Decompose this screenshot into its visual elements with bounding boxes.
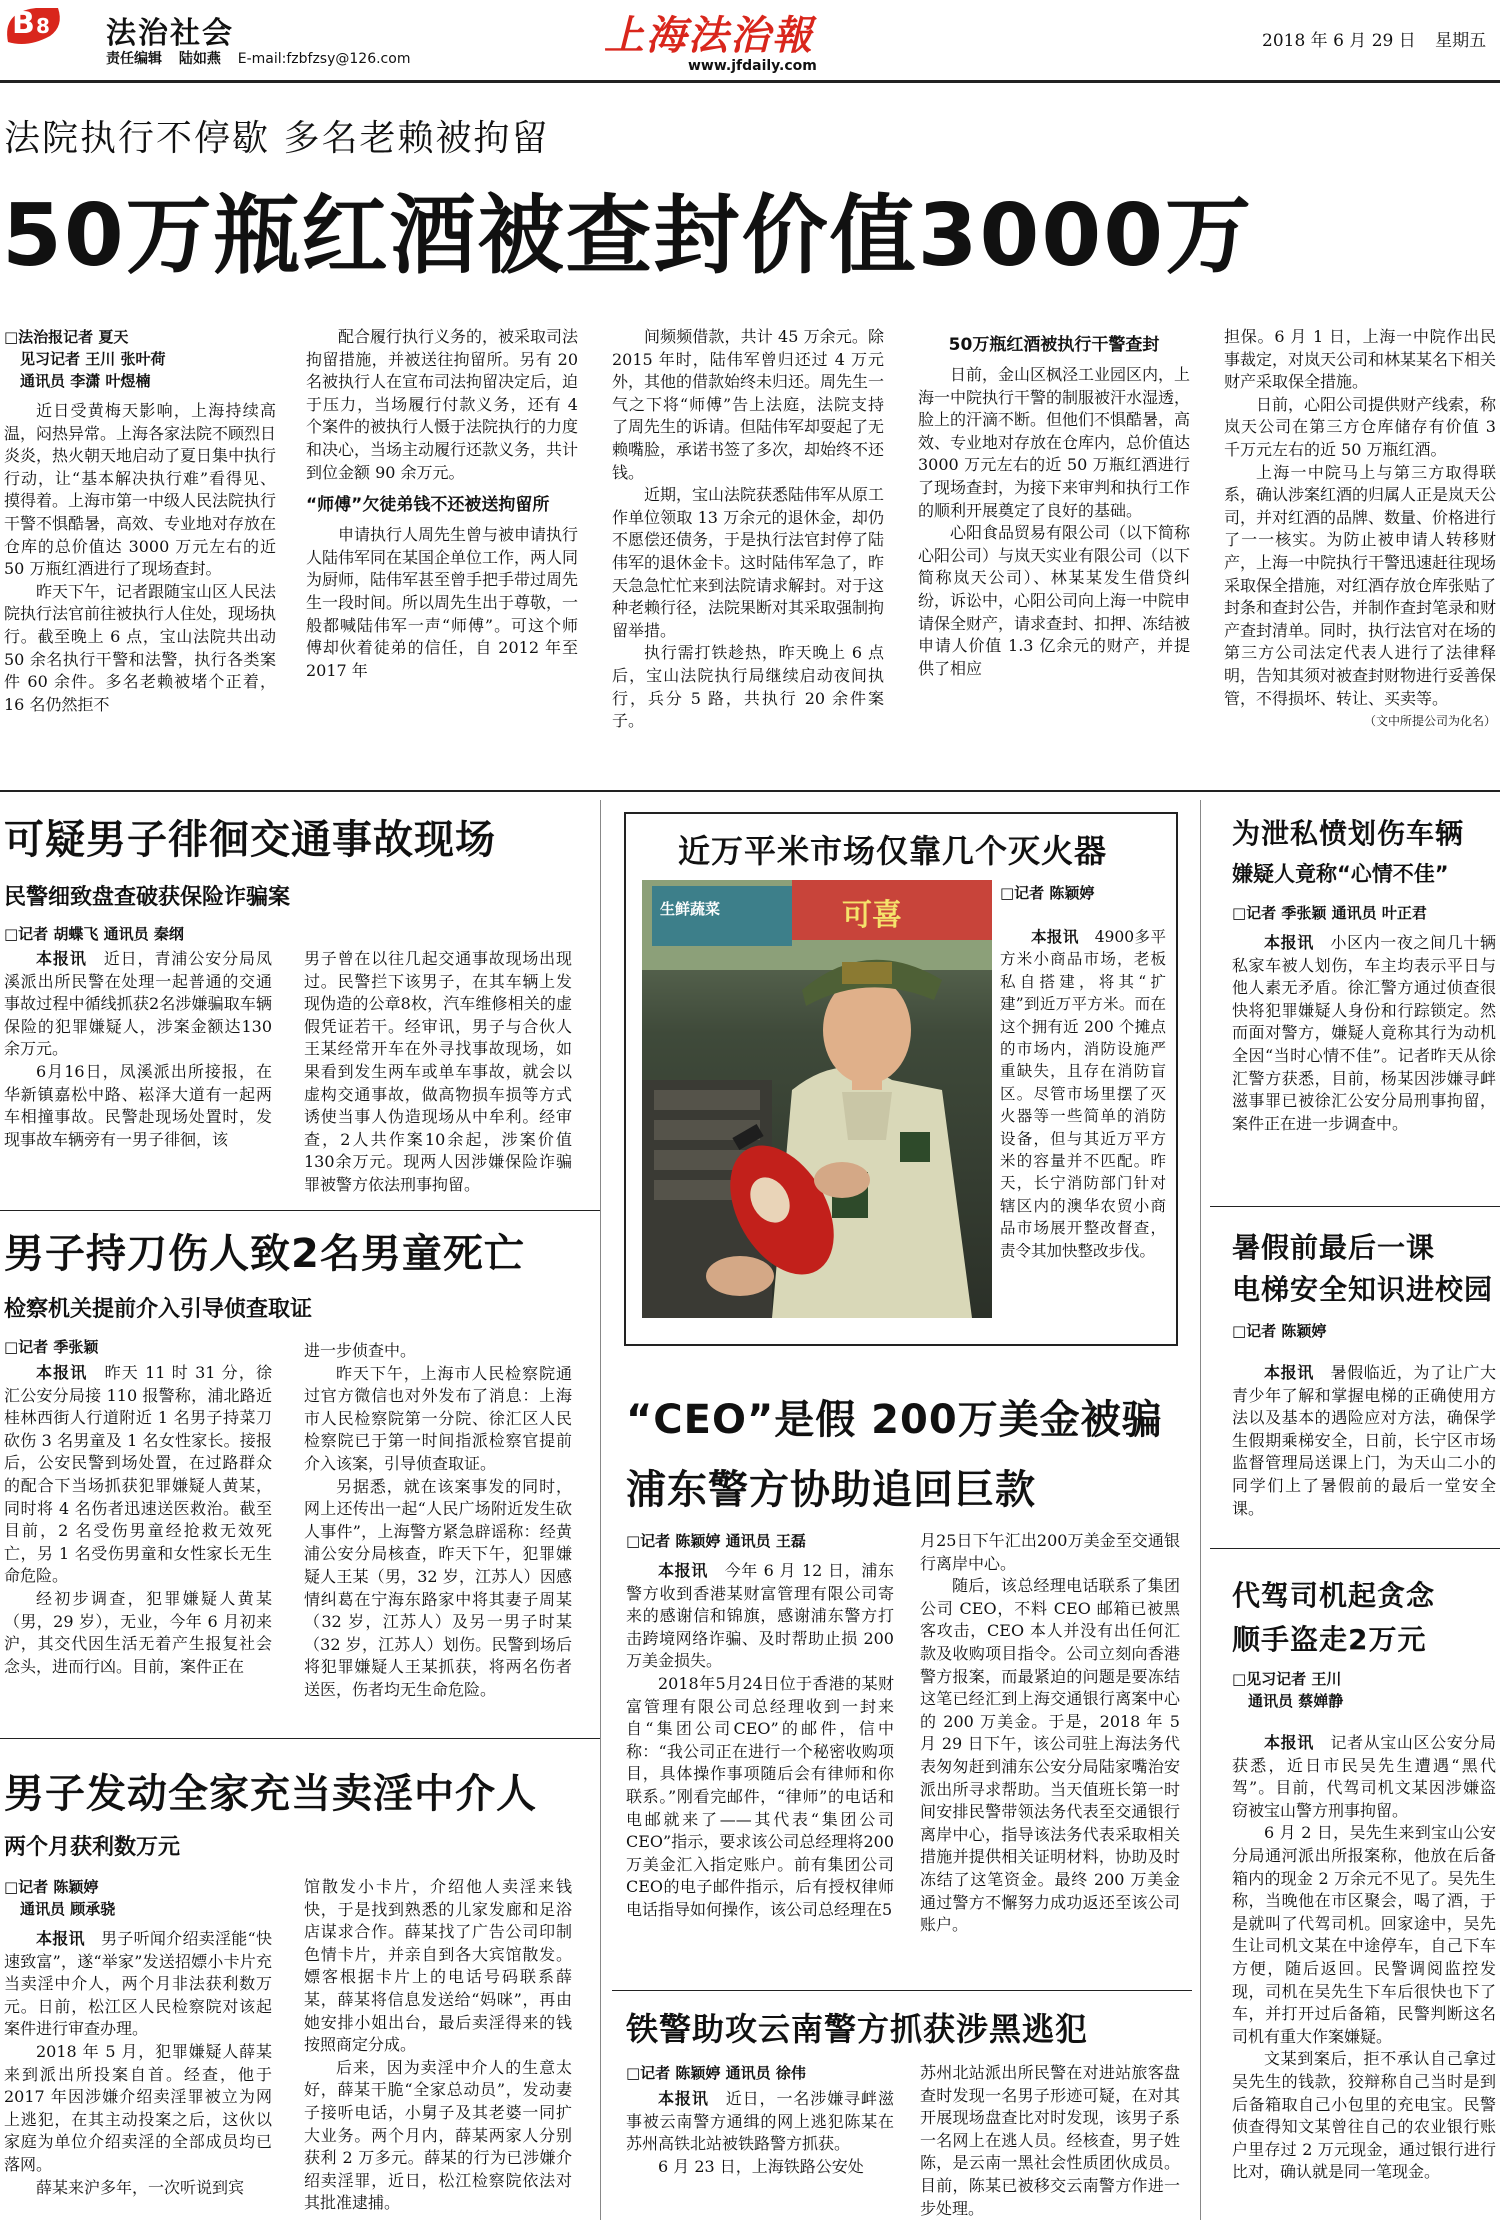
lead-byline-1: □法治报记者 夏天 xyxy=(4,328,129,346)
driver-para-3: 文某到案后，拒不承认自己拿过吴先生的钱款，狡辩称自己当时是到后备箱取自己小包里的充电宝。民警侦查得知文某曾往自己的农业银行账户里存过 2 万元现金，通过银行进行比对，确认就是同一笔现金。 xyxy=(1232,2049,1496,2182)
elevator-lead: 本报讯 xyxy=(1264,1363,1314,1382)
ceo-para-1 xyxy=(626,1560,894,1673)
pimp-headline: 男子发动全家充当卖淫中介人 xyxy=(4,1771,537,1817)
fire-headline: 近万平米市场仅靠几个灭火器 xyxy=(678,832,1108,870)
pimp-col-1 xyxy=(4,1928,272,2224)
car-subhead: 嫌疑人竟称“心情不佳” xyxy=(1232,862,1449,886)
railway-para-2: 6 月 23 日，上海铁路公安处 xyxy=(658,2156,864,2176)
issue-date xyxy=(1262,26,1486,51)
insurance-bottom-rule xyxy=(0,1210,600,1211)
lead-para-11: 日前，心阳公司提供财产线索，称岚天公司在第三方仓库储存有价值 3 千万元左右的近 50 万瓶红酒。 xyxy=(1224,394,1497,459)
ceo-bottom-rule xyxy=(612,1990,1192,1991)
lead-para-9: 心阳食品贸易有限公司（以下简称心阳公司）与岚天实业有限公司（以下简称岚天公司）、林某某发生借贷纠纷，诉讼中，心阳公司向上海一中院申请保全财产，请求查封、扣押、冻结被申请人价值 1.3 亿余元的财产，并提供了相应 xyxy=(918,523,1191,678)
stab-col-2 xyxy=(304,1340,572,1750)
driver-para-1-text: 记者从宝山区公安分局获悉，近日市民吴先生遭遇“黑代驾”。目前，代驾司机文某因涉嫌盗窃被宝山警方刑事拘留。 xyxy=(1232,1733,1496,1820)
railway-headline: 铁警助攻云南警方抓获涉黑逃犯 xyxy=(626,2010,1089,2048)
driver-para-1 xyxy=(1232,1732,1496,1822)
railway-byline: □记者 陈颖婷 通讯员 徐伟 xyxy=(626,2064,806,2082)
lead-para-7: 执行需打铁趁热，昨天晚上 6 点后，宝山法院执行局继续启动夜间执行，兵分 5 路，共执行 20 余件案子。 xyxy=(612,643,884,731)
driver-byline-2: 通讯员 蔡婵静 xyxy=(1248,1692,1344,1710)
pimp-para-2: 2018 年 5 月，犯罪嫌疑人薛某来到派出所投案自首。经查，他于 2017 年因涉嫌介绍卖淫罪被立为网上逃犯，在其主动投案之后，这伙以家庭为单位介绍卖淫的全部成员均已落网。 xyxy=(4,2041,272,2174)
fire-byline: □记者 陈颖婷 xyxy=(1000,884,1095,902)
ceo-lead: 本报讯 xyxy=(658,1561,708,1580)
elevator-col xyxy=(1232,1362,1496,1538)
railway-col-2 xyxy=(920,2062,1180,2224)
pimp-para-1-text: 男子听闻介绍卖淫能“快速致富”，遂“举家”发送招嫖小卡片充当卖淫中介人，两个月非法获利数万元。日前，松江区人民检察院对该起案件进行审查办理。 xyxy=(4,1929,272,2039)
car-lead: 本报讯 xyxy=(1264,933,1314,952)
ceo-col-1 xyxy=(626,1560,894,1972)
driver-byline-1: □见习记者 王川 xyxy=(1232,1670,1342,1688)
driver-lead: 本报讯 xyxy=(1264,1733,1314,1752)
stab-para-5: 另据悉，就在该案事发的同时，网上还传出一起“人民广场附近发生砍人事件”，上海警方紧急辟谣称：经黄浦公安分局核查，昨天下午，犯罪嫌疑人王某（男，32 岁，江苏人）因感情纠葛在宁海东路家中将其妻子周某（32 岁，江苏人）及另一男子时某（32 岁，江苏人）划伤。民警到场后将犯罪嫌疑人王某抓获，将两名伤者送医，伤者均无生命危险。 xyxy=(304,1476,572,1699)
driver-col xyxy=(1232,1732,1496,2224)
ceo-col-2 xyxy=(920,1530,1180,1972)
stab-para-1 xyxy=(4,1362,272,1588)
left-column-divider xyxy=(600,800,601,2220)
pimp-col-2 xyxy=(304,1876,572,2224)
pimp-lead: 本报讯 xyxy=(36,1929,85,1948)
ceo-headline-1: “CEO”是假 200万美金被骗 xyxy=(626,1397,1163,1443)
stab-subhead: 检察机关提前介入引导侦查取证 xyxy=(4,1297,313,1322)
stab-para-1-text: 昨天 11 时 31 分，徐汇公安分局接 110 报警称，浦北路近桂林西街人行道附近 1 名男子持菜刀砍伤 3 名男童及 1 名女性家长。接报后，公安民警到场处置，在过路群众的配合下当场抓获犯罪嫌疑人黄某，同时将 4 名伤者迅速送医救治。截至目前，2 名受伤男童经抢救无效死亡，另 1 名受伤男童和女性家长无生命危险。 xyxy=(4,1363,272,1586)
right-column-divider xyxy=(1200,800,1201,2220)
stab-para-4: 昨天下午，上海市人民检察院通过官方微信也对外发布了消息：上海市人民检察院第一分院、徐汇区人民检察院已于第一时间指派检察官提前介入该案，引导侦查取证。 xyxy=(304,1363,572,1473)
ceo-headline-2: 浦东警方协助追回巨款 xyxy=(626,1467,1036,1513)
lead-para-6: 近期，宝山法院获悉陆伟军从原工作单位领取 13 万余元的退休金，却仍不愿偿还债务，于是执行法官封停了陆伟军的退休金卡。这时陆伟军急了，昨天急急忙忙来到法院请求解封。对于这种老赖行径，法院果断对其采取强制拘留举措。 xyxy=(612,485,885,640)
editor-label: 责任编辑 xyxy=(106,51,162,67)
elevator-headline-1: 暑假前最后一课 xyxy=(1232,1231,1436,1264)
railway-col-1 xyxy=(626,2088,894,2224)
stab-para-2: 经初步调查，犯罪嫌疑人黄某（男，29 岁），无业，今年 6 月初来沪，其交代因生活无着产生报复社会念头，进而行凶。目前，案件正在 xyxy=(4,1588,272,1676)
photo-shop-sign-2: 可喜 xyxy=(842,898,902,933)
insurance-subhead: 民警细致盘查破获保险诈骗案 xyxy=(4,885,291,910)
ceo-para-1-text: 今年 6 月 12 日，浦东警方收到香港某财富管理有限公司寄来的感谢信和锦旗，感谢浦东警方打击跨境网络诈骗、及时帮助止损 200 万美金损失。 xyxy=(626,1561,894,1671)
ceo-para-4: 随后，该总经理电话联系了集团公司 CEO，不料 CEO 邮箱已被黑客攻击，CEO 本人并没有出任何汇款及收购项目指令。公司立刻向香港警方报案，而最紧迫的问题是要冻结这笔已经汇到上海交通银行离案中心的 200 万美金。于是，2018 年 5 月 29 日下午，该公司驻上海法务代表匆匆赶到浦东公安分局陆家嘴治安派出所寻求帮助。当天值班长第一时间安排民警带领法务代表至交通银行离岸中心，指导该法务代表采取相关措施并提供相关证明材料，协助及时冻结了这笔资金。最终 200 万美金通过警方不懈努力成功返还至该公司账户。 xyxy=(920,1576,1180,1935)
lead-byline xyxy=(4,326,276,392)
lead-note: （文中所提公司为化名） xyxy=(1363,714,1496,729)
masthead-rule xyxy=(0,80,1500,83)
pimp-para-3: 薛某来沪多年，一次听说到宾 xyxy=(36,2177,245,2197)
driver-para-2: 6 月 2 日，吴先生来到宝山公安分局通河派出所报案称，他放在后备箱内的现金 2 万余元不见了。吴先生称，当晚他在市区聚会，喝了酒，于是就叫了代驾司机。回家途中，吴先生让司机文某在中途停车，自己下车方便，随后返回。民警调阅监控发现，司机在吴先生下车后很快也下了车，并打开过后备箱，民警判断这名司机有重大作案嫌疑。 xyxy=(1232,1823,1496,2046)
lead-subhead-1: “师傅”欠徒弟钱不还被送拘留所 xyxy=(306,495,550,516)
stab-bottom-rule xyxy=(0,1738,600,1739)
pimp-para-4: 馆散发小卡片，介绍他人卖淫来钱快，于是找到熟悉的儿家发廊和足浴店谋求合作。薛某找了广告公司印制色情卡片，并亲自到各大宾馆散发。嫖客根据卡片上的电话号码联系薛某，薛某将信息发送给“妈咪”，再由她安排小姐出台，最后卖淫得来的钱按照商定分成。 xyxy=(304,1877,572,2055)
editor-email: E-mail:fzbfzsy@126.com xyxy=(237,51,411,67)
fire-para-text: 4900多平方米小商品市场，老板私自搭建，将其“扩建”到近万平方米。而在这个拥有近 200 个摊点的市场内，消防设施严重缺失，且存在消防盲区。尽管市场里摆了灭火器等一些简单的消防设备，但与其近万平方米的容量并不匹配。昨天，长宁消防部门针对辖区内的澳华农贸小商品市场展开整改督查，责令其加快整改步伐。 xyxy=(1000,928,1166,1260)
pimp-para-5: 后来，因为卖淫中介人的生意太好，薛某干脆“全家总动员”，发动妻子接听电话，小舅子及其老婆一同扩大业务。两个月内，薛某两家人分别获利 2 万多元。薛某的行为已涉嫌介绍卖淫罪，近日，松江检察院依法对其批准逮捕。 xyxy=(304,2057,572,2213)
insurance-headline: 可疑男子徘徊交通事故现场 xyxy=(4,817,496,863)
insurance-col-2 xyxy=(304,948,572,1194)
section-title: 法治社会 xyxy=(106,16,234,51)
railway-para-3: 苏州北站派出所民警在对进站旅客盘查时发现一名男子形迹可疑，在对其开展现场盘查比对时发现，该男子系一名网上在逃人员。经核查，男子姓陈，是云南一黑社会性质团伙成员。目前，陈某已被移交云南警方作进一步处理。 xyxy=(920,2063,1180,2218)
railway-para-1-text: 近日，一名涉嫌寻衅滋事被云南警方通缉的网上逃犯陈某在苏州高铁北站被铁路警方抓获。 xyxy=(626,2089,894,2154)
pimp-byline-1: □记者 陈颖婷 xyxy=(4,1878,99,1896)
lead-byline-3: 通讯员 李潇 叶煜楠 xyxy=(20,372,151,390)
pimp-byline xyxy=(4,1876,115,1920)
editor-name: 陆如燕 xyxy=(178,51,221,67)
lead-para-4: 申请执行人周先生曾与被申请执行人陆伟军同在某国企单位工作，两人同为厨师，陆伟军甚至曾手把手带过周先生一段时间。所以周先生出于尊敬，一般都喊陆伟军一声“师傅”。可这个师傅却伙着徒弟的信任，自 2012 年至 2017 年 xyxy=(306,525,579,680)
car-para-text: 小区内一夜之间几十辆私家车被人划伤，车主均表示平日与他人素无矛盾。徐汇警方通过侦查很快将犯罪嫌疑人身份和行踪锁定。然而面对警方，嫌疑人竟称其行为动机全因“当时心情不佳”。记者昨天从徐汇警方获悉，目前，杨某因涉嫌寻衅滋事罪已被徐汇公安分局刑事拘留，案件正在进一步调查中。 xyxy=(1232,933,1496,1133)
insurance-col-1 xyxy=(4,948,272,1178)
driver-headline-2: 顺手盗走2万元 xyxy=(1232,1623,1427,1656)
lead-para-3: 配合履行执行义务的，被采取司法拘留措施，并被送往拘留所。另有 20 名被执行人在宣布司法拘留决定后，迫于压力，当场履行付款义务，还有 4 个案件的被执行人慑于法院执行的力度和决心，当场主动履行还款义务，共计到位金额 90 余万元。 xyxy=(306,327,579,482)
car-byline: □记者 季张颖 通讯员 叶正君 xyxy=(1232,904,1427,922)
car-col xyxy=(1232,932,1496,1202)
lead-para-5: 间频频借款，共计 45 万余元。除 2015 年时，陆伟军曾归还过 4 万元外，其他的借款始终未归还。周先生一气之下将“师傅”告上法庭，法院支持了周先生的诉请。但陆伟军却耍起了无赖嘴脸，承诺书签了多次，却始终不还钱。 xyxy=(612,327,885,482)
driver-headline-1: 代驾司机起贪念 xyxy=(1232,1579,1436,1612)
elevator-bottom-rule xyxy=(1210,1548,1500,1549)
lead-para-10: 担保。6 月 1 日，上海一中院作出民事裁定，对岚天公司和林某某名下相关财产采取保全措施。 xyxy=(1224,327,1497,392)
date-text: 2018 年 6 月 29 日 xyxy=(1262,31,1416,51)
ceo-para-2: 2018年5月24日位于香港的某财富管理有限公司总经理收到一封来自“集团公司CEO”的邮件，信中称：“我公司正在进行一个秘密收购项目，具体操作事项随后会有律师和你联系。”刚看完邮件，“律师”的电话和电邮就来了——其代表“集团公司CEO”指示，要求该公司总经理将200万美金汇入指定账户。前有集团公司CEO的电子邮件指示，后有授权律师电话指导如何操作，该公司总经理在5 xyxy=(626,1673,894,1919)
car-bottom-rule xyxy=(1210,1206,1500,1207)
stab-lead: 本报讯 xyxy=(36,1363,88,1382)
lead-col-2 xyxy=(306,326,578,986)
page-number-digit: 8 xyxy=(36,14,50,38)
fire-col xyxy=(1000,926,1166,1326)
railway-lead: 本报讯 xyxy=(658,2089,709,2108)
fire-para xyxy=(1000,926,1166,1262)
insurance-para-1-text: 近日，青浦公安分局凤溪派出所民警在处理一起普通的交通事故过程中循线抓获2名涉嫌骗取车辆保险的犯罪嫌疑人，涉案金额达130余万元。 xyxy=(4,949,272,1059)
elevator-para-text: 暑假临近，为了让广大青少年了解和掌握电梯的正确使用方法以及基本的遇险应对方法，确保学生假期乘梯安全，日前，长宁区市场监督管理局送课上门，为天山二小的同学们上了暑假前的最后一堂安全课。 xyxy=(1232,1363,1496,1518)
elevator-headline-2: 电梯安全知识进校园 xyxy=(1232,1273,1494,1306)
elevator-byline: □记者 陈颖婷 xyxy=(1232,1322,1327,1340)
lead-headline: 50万瓶红酒被查封价值3000万 xyxy=(2,186,1254,286)
lead-para-2: 昨天下午，记者跟随宝山区人民法院执行法官前往被执行人住处，现场执行。截至晚上 6 点，宝山法院共出动 50 余名执行干警和法警，执行各类案件 60 余件。多名老赖被堵个正着，16 名仍然拒不 xyxy=(4,581,277,714)
stab-headline: 男子持刀伤人致2名男童死亡 xyxy=(4,1231,525,1277)
editor-line xyxy=(106,48,410,68)
lead-byline-2: 见习记者 王川 张叶荷 xyxy=(20,350,166,368)
lead-bottom-rule xyxy=(0,790,1500,792)
car-headline: 为泄私愤划伤车辆 xyxy=(1232,817,1465,850)
lead-para-1: 近日受黄梅天影响，上海持续高温，闷热异常。上海各家法院不顾烈日炎炎，热火朝天地启动了夏日集中执行行动，让“基本解决执行难”看得见、摸得着。上海市第一中级人民法院执行干警不惧酷暑，高效、专业地对存放在仓库的总价值达 3000 万元左右的近 50 万瓶红酒进行了现场查封。 xyxy=(4,401,277,579)
newspaper-logo: 上海法治報 xyxy=(604,12,814,59)
lead-para-12: 上海一中院马上与第三方取得联系，确认涉案红酒的归属人正是岚天公司，并对红酒的品牌、数量、价格进行了一一核实。为防止被申请人转移财产，上海一中院执行干警迅速赶往现场采取保全措施，对红酒存放仓库张贴了封条和查封公告，并制作查封笔录和财产查封清单。同时，执行法官对在场的第三方公司法定代表人进行了法律释明，告知其须对被查封财物进行妥善保管，不得损坏、转让、买卖等。 xyxy=(1224,462,1497,708)
stab-byline: □记者 季张颖 xyxy=(4,1338,99,1356)
insurance-lead: 本报讯 xyxy=(36,949,87,968)
photo-shop-sign: 生鲜蔬菜 xyxy=(660,900,721,918)
paper-url[interactable]: www.jfdaily.com xyxy=(688,58,817,74)
ceo-para-3: 月25日下午汇出200万美金至交通银行离岸中心。 xyxy=(920,1531,1180,1573)
lead-para-8: 日前，金山区枫泾工业园区内，上海一中院执行干警的制服被汗水湿透，脸上的汗滴不断。但他们不惧酷暑，高效、专业地对存放在仓库内，总价值达 3000 万元左右的近 50 万瓶红酒进行了现场查封，为接下来审判和执行工作的顺利开展奠定了良好的基础。 xyxy=(918,365,1191,520)
elevator-para xyxy=(1232,1362,1496,1520)
fire-photo xyxy=(642,880,992,1318)
fire-lead: 本报讯 xyxy=(1031,928,1079,946)
driver-byline xyxy=(1232,1668,1343,1712)
railway-para-1 xyxy=(626,2088,894,2156)
lead-subhead-2: 50万瓶红酒被执行干警查封 xyxy=(948,335,1160,355)
stab-col-1 xyxy=(4,1362,272,1752)
insurance-byline: □记者 胡蝶飞 通讯员 秦纲 xyxy=(4,925,184,943)
lead-kicker: 法院执行不停歇 多名老赖被拘留 xyxy=(4,118,550,159)
page-number-letter: B xyxy=(12,6,35,41)
page-number-badge xyxy=(0,2,64,48)
car-para xyxy=(1232,932,1496,1135)
weekday-text: 星期五 xyxy=(1435,31,1487,51)
pimp-byline-2: 通讯员 顾承骁 xyxy=(20,1900,116,1918)
insurance-para-1 xyxy=(4,948,272,1061)
stab-para-3: 进一步侦查中。 xyxy=(304,1341,417,1360)
pimp-subhead: 两个月获利数万元 xyxy=(4,1835,181,1860)
pimp-para-1 xyxy=(4,1928,272,2041)
fire-photo-scene xyxy=(642,880,992,1318)
insurance-para-3: 男子曾在以往几起交通事故现场出现过。民警拦下该男子，在其车辆上发现伪造的公章8枚，汽车维修相关的虚假凭证若干。经审讯，男子与合伙人王某经常开车在外寻找事故现场，如果看到发生两车或单车事故，就会以虚构交通事故，做高物损车损等方式诱使当事人伪造现场从中牟利。经审查，2人共作案10余起，涉案价值130余万元。现两人因涉嫌保险诈骗罪被警方依法刑事拘留。 xyxy=(304,949,572,1194)
insurance-para-2: 6月16日，凤溪派出所接报，在华新镇嘉松中路、崧泽大道有一起两车相撞事故。民警赴现场处置时，发现事故车辆旁有一男子徘徊，该 xyxy=(4,1061,272,1149)
ceo-byline: □记者 陈颖婷 通讯员 王磊 xyxy=(626,1532,806,1550)
